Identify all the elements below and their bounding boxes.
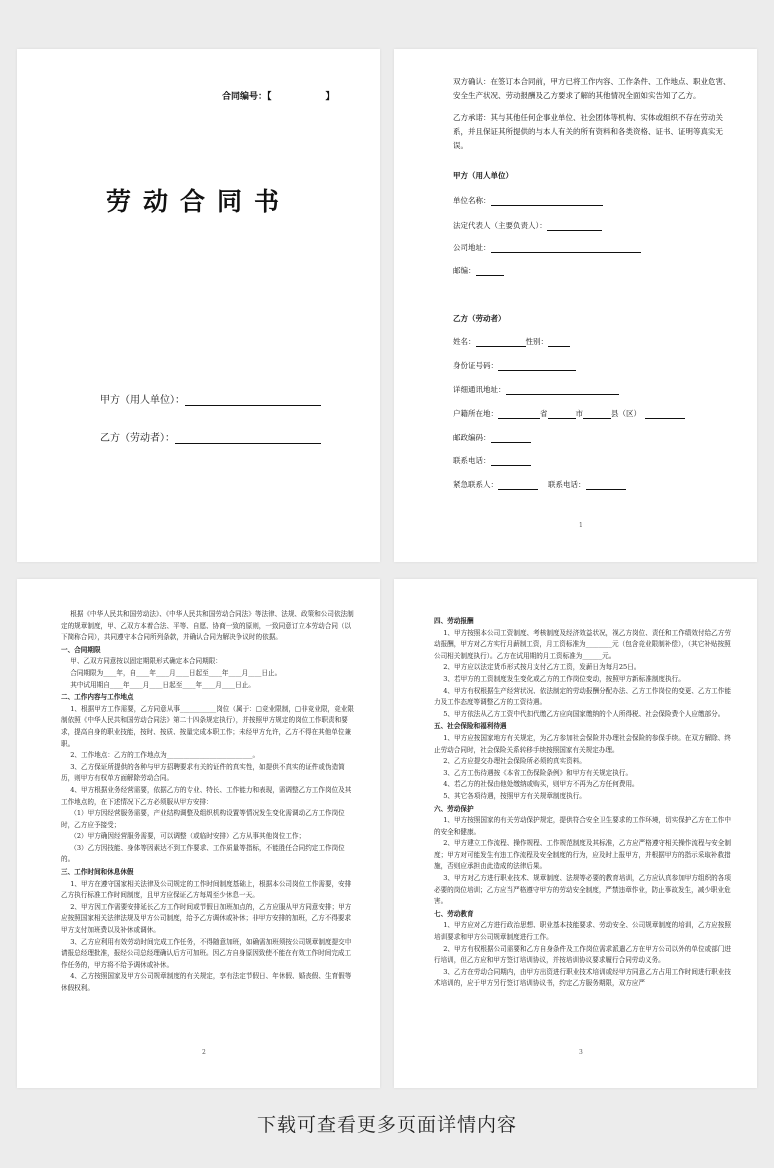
paragraph: 1、甲方应按国家地方有关规定，为乙方参加社会保险并办理社会保险的参保手续。在双方解除、终止劳动合同时，社会保险关系转移手续按照国家有关规定办理。 — [434, 733, 731, 754]
paragraph: （3）乙方因技能、身体等因素达不到工作要求、工作质量等指标，不能胜任合同约定工作岗位的。 — [61, 843, 345, 864]
terms-body — [61, 609, 356, 995]
section-heading: 五、社会保险和福利待遇 — [434, 722, 507, 731]
zip-label: 邮政编码： — [453, 433, 491, 442]
postcode-label: 邮编： — [453, 266, 476, 275]
confirm-paragraph: 双方确认：在签订本合同前，甲方已将工作内容、工作条件、工作地点、职业危害、安全生产状况、劳动报酬及乙方要求了解的其他情况全面如实告知了乙方。 — [453, 77, 731, 100]
paragraph: 甲、乙双方同意按以固定期限形式确定本合同期限： — [70, 657, 222, 666]
paragraph: （1）甲方因经营服务需要，产业结构调整及组织机构设置等情况发生变化需调动乙方工作岗位时，乙方应予接受； — [61, 809, 345, 829]
paragraph: 3、乙方工伤待遇按《本省工伤保险条例》和甲方有关规定执行。 — [443, 768, 633, 777]
paragraph: 2、工作地点：乙方的工作地点为__________________________。 — [70, 751, 260, 760]
paragraph: 1、根据甲方工作需要，乙方同意从事___________岗位（属于：□竞业限制，□非竞业限，竞业限制依照《中华人民共和国劳动合同法》第二十四条规定执行），并按照甲方规定的岗位工作职责和要求，提高自身的职业技能，按时、按质、按量完成本职工作；未经甲方允许，乙方不得在其他单位兼职。 — [61, 704, 354, 748]
paragraph: 其中试用期自____年____月____日起至____年____月____日止。 — [70, 680, 255, 689]
paragraph: 3、乙方在劳动合同期内，由甲方出资进行职业技术培训或经甲方同意乙方占用工作时间进行职业技术培训的，应于甲方另行签订培训协议书，约定乙方服务期限，双方应严 — [434, 967, 731, 988]
party-a-label: 甲方（用人单位）： — [100, 395, 185, 406]
paragraph: 1、甲方应对乙方进行政治思想、职业基本技能要求、劳动安全、公司规章制度的培训，乙方应按照培训要求和甲方公司规章制度进行工作。 — [434, 921, 731, 942]
paragraph: 1、甲方按照本公司工资制度、考核制度及经济效益状况，视乙方岗位、责任和工作绩效付给乙方劳动报酬，甲方对乙方实行月薪制工资，月工资标准为________元（包含竞业限制补偿），（其它补贴按照公司相关制度执行）。乙方在试用期的月工资标准为______元。 — [434, 628, 731, 660]
party-a-line — [100, 391, 321, 406]
contract-number: 合同编号：【 】 — [222, 92, 335, 102]
section-heading: 一、合同期限 — [61, 645, 101, 654]
county-label: 县（区） — [611, 409, 641, 418]
document-title: 劳动合同书 — [105, 187, 291, 216]
party-b-heading: 乙方（劳动者） — [453, 314, 506, 323]
id-number-label: 身份证号码： — [453, 361, 498, 370]
legal-rep-field — [453, 220, 602, 231]
unit-name-label: 单位名称： — [453, 196, 491, 205]
address-label: 详细通讯地址： — [453, 385, 506, 394]
party-info-page — [394, 49, 757, 562]
party-a-blank — [185, 394, 321, 406]
paragraph: 合同期限为____年，自____年____月____日起至____年____月____日止。 — [70, 668, 282, 677]
company-address-label: 公司地址： — [453, 243, 491, 252]
section-heading: 七、劳动教育 — [434, 909, 474, 918]
company-address-field — [453, 242, 641, 253]
contract-terms-page-3 — [394, 579, 757, 1088]
section-heading: 四、劳动报酬 — [434, 617, 474, 625]
emergency-label: 紧急联系人： — [453, 480, 498, 489]
terms-body — [434, 615, 733, 990]
province-label: 省 — [540, 409, 548, 418]
section-heading: 六、劳动保护 — [434, 804, 474, 813]
page-number: 1 — [579, 522, 583, 529]
paragraph: 5、其它各项待遇，按照甲方有关规章制度执行。 — [443, 791, 586, 800]
paragraph: 2、甲方有权根据公司需要和乙方自身条件及工作岗位需求派遣乙方在甲方公司以外的单位或部门进行培训，但乙方应和甲方签订培训协议，并按培训协议要求履行合同劳动义务。 — [434, 944, 731, 965]
paragraph: 3、甲方对乙方进行职业技术、规章制度、法规等必要的教育培训，乙方应认真参加甲方组织的各项必要的岗位培训；乙方应当严格遵守甲方的劳动安全制度，严禁违章作业，防止事故发生，减少职业危害。 — [434, 874, 731, 906]
unit-name-field — [453, 195, 603, 206]
paragraph: （2）甲方确因经营服务需要，可以调整（或临时安排）乙方从事其他岗位工作； — [70, 832, 306, 841]
page-number: 3 — [579, 1049, 583, 1056]
address-field — [453, 384, 619, 395]
paragraph: 2、甲方应以法定货币形式按月支付乙方工资，发薪日为每月25日。 — [443, 663, 641, 672]
postcode-field — [453, 265, 504, 276]
party-b-label: 乙方（劳动者）： — [100, 433, 175, 444]
promise-paragraph: 乙方承诺：其与其他任何企事业单位、社会团体等机构、实体或组织不存在劳动关系，并且保证其所提供的与本人有关的所有资料和各类资格、证书、证明等真实无误。 — [453, 113, 723, 150]
city-label: 市 — [575, 409, 583, 418]
id-number-field — [453, 360, 576, 371]
paragraph: 4、甲方根据业务经营需要，依据乙方的专业、特长、工作能力和表现，需调整乙方工作岗位及其工作地点的，在下述情况下乙方必须服从甲方安排： — [61, 785, 352, 806]
paragraph: 4、若乙方的社保由他处缴纳或购买，则甲方不再为乙方任何费用。 — [443, 780, 639, 789]
paragraph: 3、乙方保证所提供的各种与甲方招聘要求有关的证件的真实性，如提供不真实的证件或伪造简历，则甲方有权单方面解除劳动合同。 — [61, 762, 345, 783]
paragraph: 2、甲方建立工作流程、操作规程、工作规范制度及其标准，乙方应严格遵守相关操作流程与安全制度；甲方对可能发生有违工作流程及安全制度的行为，应及时上报甲方，并根据甲方的指示采取补救措施，否则应承担由此造成的法律后果。 — [434, 839, 731, 871]
download-caption: 下载可查看更多页面详情内容 — [256, 1114, 517, 1136]
gender-label: 性别： — [525, 337, 548, 346]
hukou-label: 户籍所在地： — [453, 409, 498, 418]
party-b-line — [100, 429, 321, 444]
paragraph: 1、甲方在遵守国家相关法律及公司规定的工作时间制度基础上，根据本公司岗位工作需要，安排乙方执行标准工作时间制度，且甲方应保证乙方每周至少休息一天。 — [61, 879, 352, 900]
page-number: 2 — [202, 1049, 206, 1056]
contract-terms-page-2 — [17, 579, 380, 1088]
paragraph: 3、若甲方的工资制度发生变化或乙方的工作岗位变动，按照甲方新标准制度执行。 — [443, 674, 685, 683]
paragraph: 5、甲方依法从乙方工资中代扣代缴乙方应向国家缴纳的个人所得税、社会保险费个人应缴部分。 — [443, 709, 725, 718]
paragraph: 2、甲方因工作需要安排延长乙方工作时间或节假日加班加点的，乙方应服从甲方同意安排；甲方应按照国家相关法律法规及甲方公司制度，给予乙方调休或补休；非甲方安排的加班，乙方不得要求甲方支付加班费以及补休或调休。 — [61, 902, 352, 935]
paragraph: 1、甲方按照国家的有关劳动保护规定，提供符合安全卫生要求的工作环境，切实保护乙方在工作中的安全和健康。 — [434, 816, 731, 836]
phone-field — [453, 455, 531, 466]
phone-label: 联系电话： — [453, 456, 491, 465]
legal-rep-label: 法定代表人（主要负责人）： — [453, 221, 547, 230]
paragraph: 根据《中华人民共和国劳动法》、《中华人民共和国劳动合同法》等法律、法规、政策和公司依法制定的规章制度，甲、乙双方本着合法、平等、自愿、协商一致的原则，一致同意订立本劳动合同（以下简称合同），共同遵守本合同所列条款，并确认合同为解决争议时的依据。 — [61, 610, 354, 642]
name-gender-field — [453, 336, 570, 347]
paragraph: 4、甲方有权根据生产经营状况、依法制定的劳动报酬分配办法、乙方工作岗位的变更、乙方工作能力及工作态度等调整乙方的工资待遇。 — [434, 686, 731, 707]
section-heading: 二、工作内容与工作地点 — [61, 693, 134, 702]
paragraph: 2、乙方应提交办理社会保险所必须的真实资料。 — [443, 757, 586, 766]
party-a-heading: 甲方（用人单位） — [453, 171, 513, 180]
zip-field — [453, 432, 531, 443]
contract-cover-page — [17, 49, 380, 562]
paragraph: 3、乙方应利用有效劳动时间完成工作任务，不得随意加班，如确需加班须按公司规章制度提交申请报总经理批准，报经公司总经理确认后方可加班。因乙方自身原因致使不能在有效工作时间完成工作任务的，甲方将不给予调休或补休。 — [61, 937, 352, 969]
section-heading: 三、工作时间和休息休假 — [61, 868, 134, 877]
emergency-phone-label: 联系电话： — [548, 480, 586, 489]
paragraph: 4、乙方按照国家及甲方公司规章制度的有关规定，享有法定节假日、年休假、婚丧假、生育假等休假权利。 — [61, 972, 352, 992]
name-label: 姓名： — [453, 337, 476, 346]
emergency-field — [453, 479, 626, 490]
party-b-blank — [175, 432, 321, 444]
hukou-field — [453, 408, 685, 419]
